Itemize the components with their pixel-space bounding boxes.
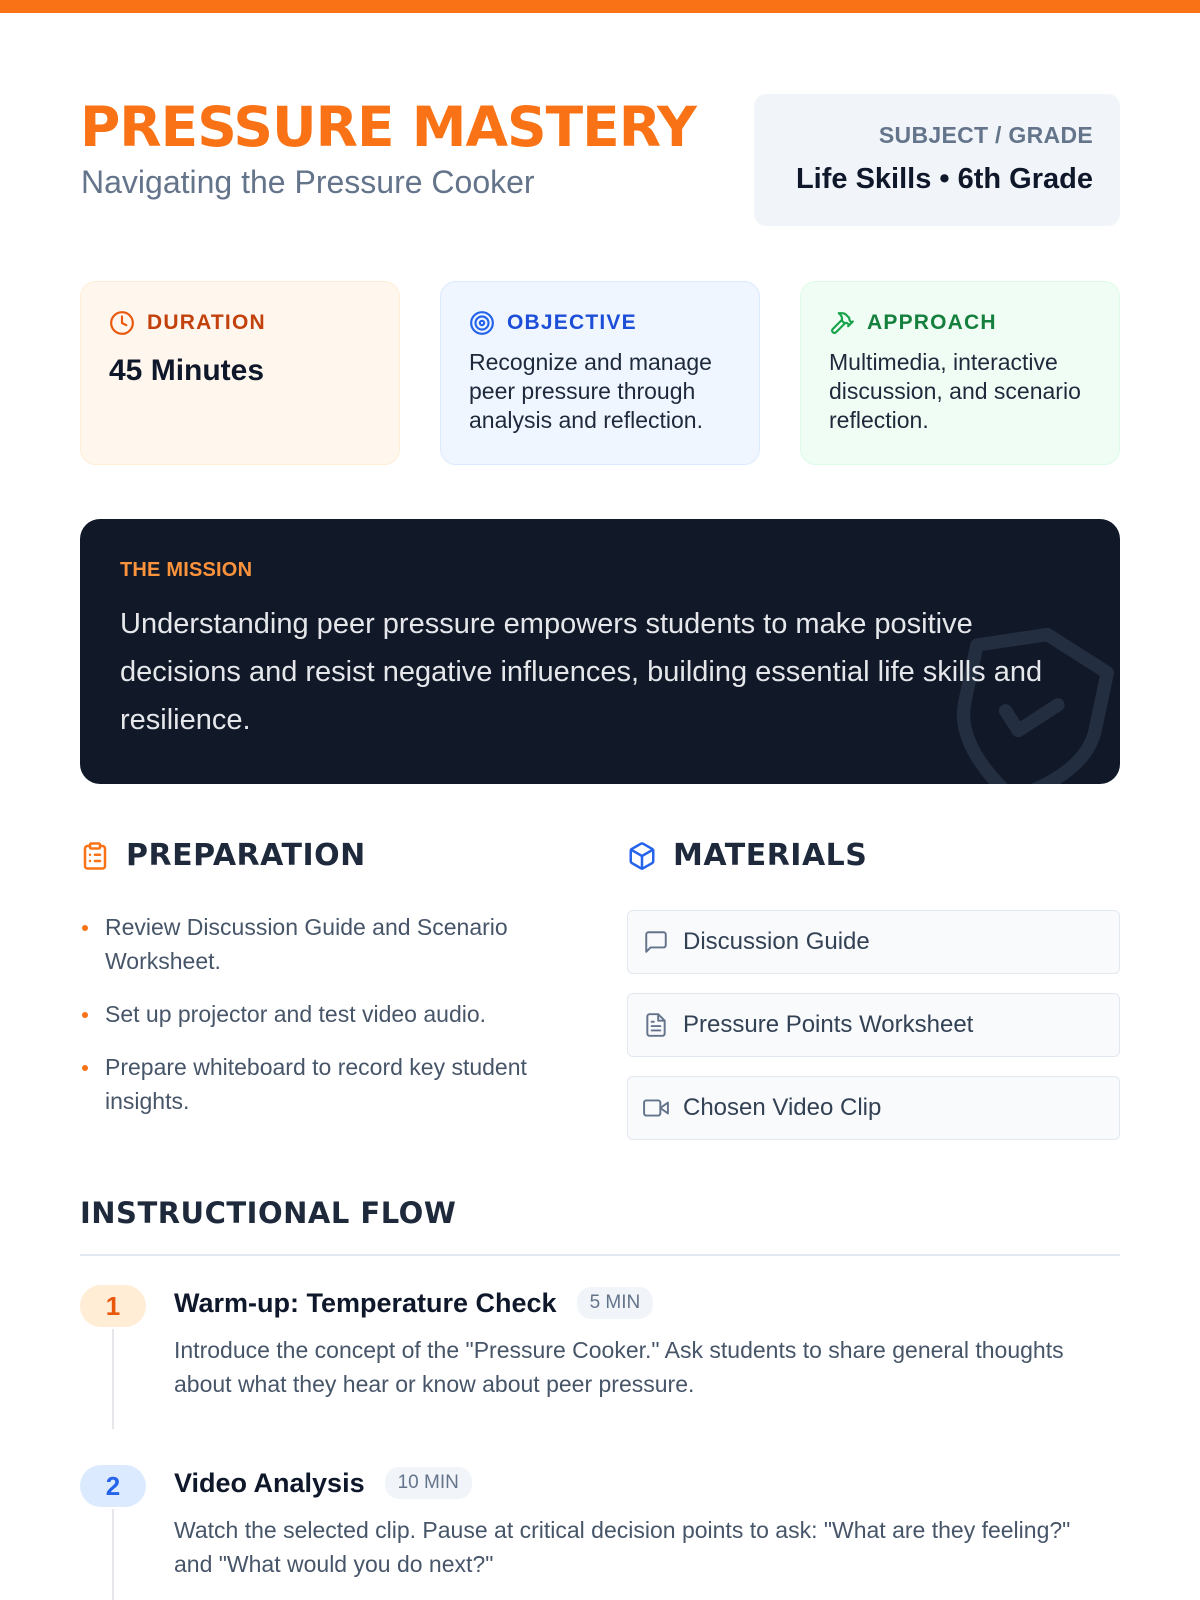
step-number: 2: [80, 1465, 146, 1507]
hammer-icon: [829, 310, 855, 336]
duration-card: [80, 281, 400, 465]
objective-text: Recognize and manage peer pressure through analysis and reflection.: [469, 349, 712, 433]
approach-card: [800, 281, 1120, 465]
approach-text: Multimedia, interactive discussion, and scenario reflection.: [829, 349, 1081, 433]
step-description: Introduce the concept of the "Pressure Cooker." Ask students to share general thoughts about what they hear or know about peer pressure.: [174, 1337, 1064, 1397]
file-text-icon: [643, 1012, 669, 1038]
top-accent-bar: [0, 0, 1200, 13]
message-square-icon: [643, 929, 669, 955]
material-label: Discussion Guide: [683, 928, 870, 955]
video-icon: [643, 1095, 669, 1121]
mission-panel: [80, 519, 1120, 784]
flow-divider: [80, 1254, 1120, 1256]
flow-title: INSTRUCTIONAL FLOW: [80, 1196, 457, 1230]
subject-grade-value: Life Skills • 6th Grade: [795, 163, 1093, 195]
list-item: Prepare whiteboard to record key student insights.: [80, 1050, 580, 1118]
page-subtitle: Navigating the Pressure Cooker: [81, 164, 535, 200]
step-title: Video Analysis: [174, 1467, 365, 1498]
material-label: Chosen Video Clip: [683, 1094, 882, 1121]
mission-text: Understanding peer pressure empowers students to make positive decisions and resist negative influences, building essential life skills and resilience.: [120, 608, 1043, 736]
step-connector: [112, 1329, 114, 1429]
box-icon: [627, 839, 657, 873]
duration-label: DURATION: [147, 311, 266, 334]
materials-list: [627, 910, 1120, 1159]
step-connector: [112, 1509, 114, 1600]
mission-label: THE MISSION: [120, 559, 253, 581]
step-number: 1: [80, 1285, 146, 1327]
flow-step: [80, 1285, 1120, 1425]
materials-header: [627, 838, 867, 873]
preparation-list: [80, 910, 580, 1137]
list-item: Set up projector and test video audio.: [80, 997, 580, 1031]
material-worksheet[interactable]: [627, 993, 1120, 1057]
duration-value: 45 Minutes: [109, 354, 265, 387]
subject-grade-box: [754, 94, 1120, 226]
step-description: Watch the selected clip. Pause at critical decision points to ask: "What are they feeling?" and "What would you do next?": [174, 1517, 1071, 1577]
approach-label: APPROACH: [867, 311, 997, 334]
objective-card: [440, 281, 760, 465]
step-duration-badge: 5 MIN: [577, 1287, 654, 1319]
target-icon: [469, 310, 495, 336]
step-title: Warm-up: Temperature Check: [174, 1287, 557, 1318]
step-duration-badge: 10 MIN: [385, 1467, 472, 1499]
clipboard-icon: [80, 839, 110, 873]
clock-icon: [109, 310, 135, 336]
list-item: Review Discussion Guide and Scenario Worksheet.: [80, 910, 580, 978]
material-video-clip[interactable]: [627, 1076, 1120, 1140]
materials-title: MATERIALS: [673, 838, 868, 873]
page-title: PRESSURE MASTERY: [80, 95, 696, 159]
material-label: Pressure Points Worksheet: [683, 1011, 974, 1038]
preparation-header: [80, 838, 366, 873]
flow-step: [80, 1465, 1120, 1600]
material-discussion-guide[interactable]: [627, 910, 1120, 974]
preparation-title: PREPARATION: [126, 838, 366, 873]
subject-grade-label: SUBJECT / GRADE: [878, 122, 1093, 148]
objective-label: OBJECTIVE: [507, 311, 637, 334]
